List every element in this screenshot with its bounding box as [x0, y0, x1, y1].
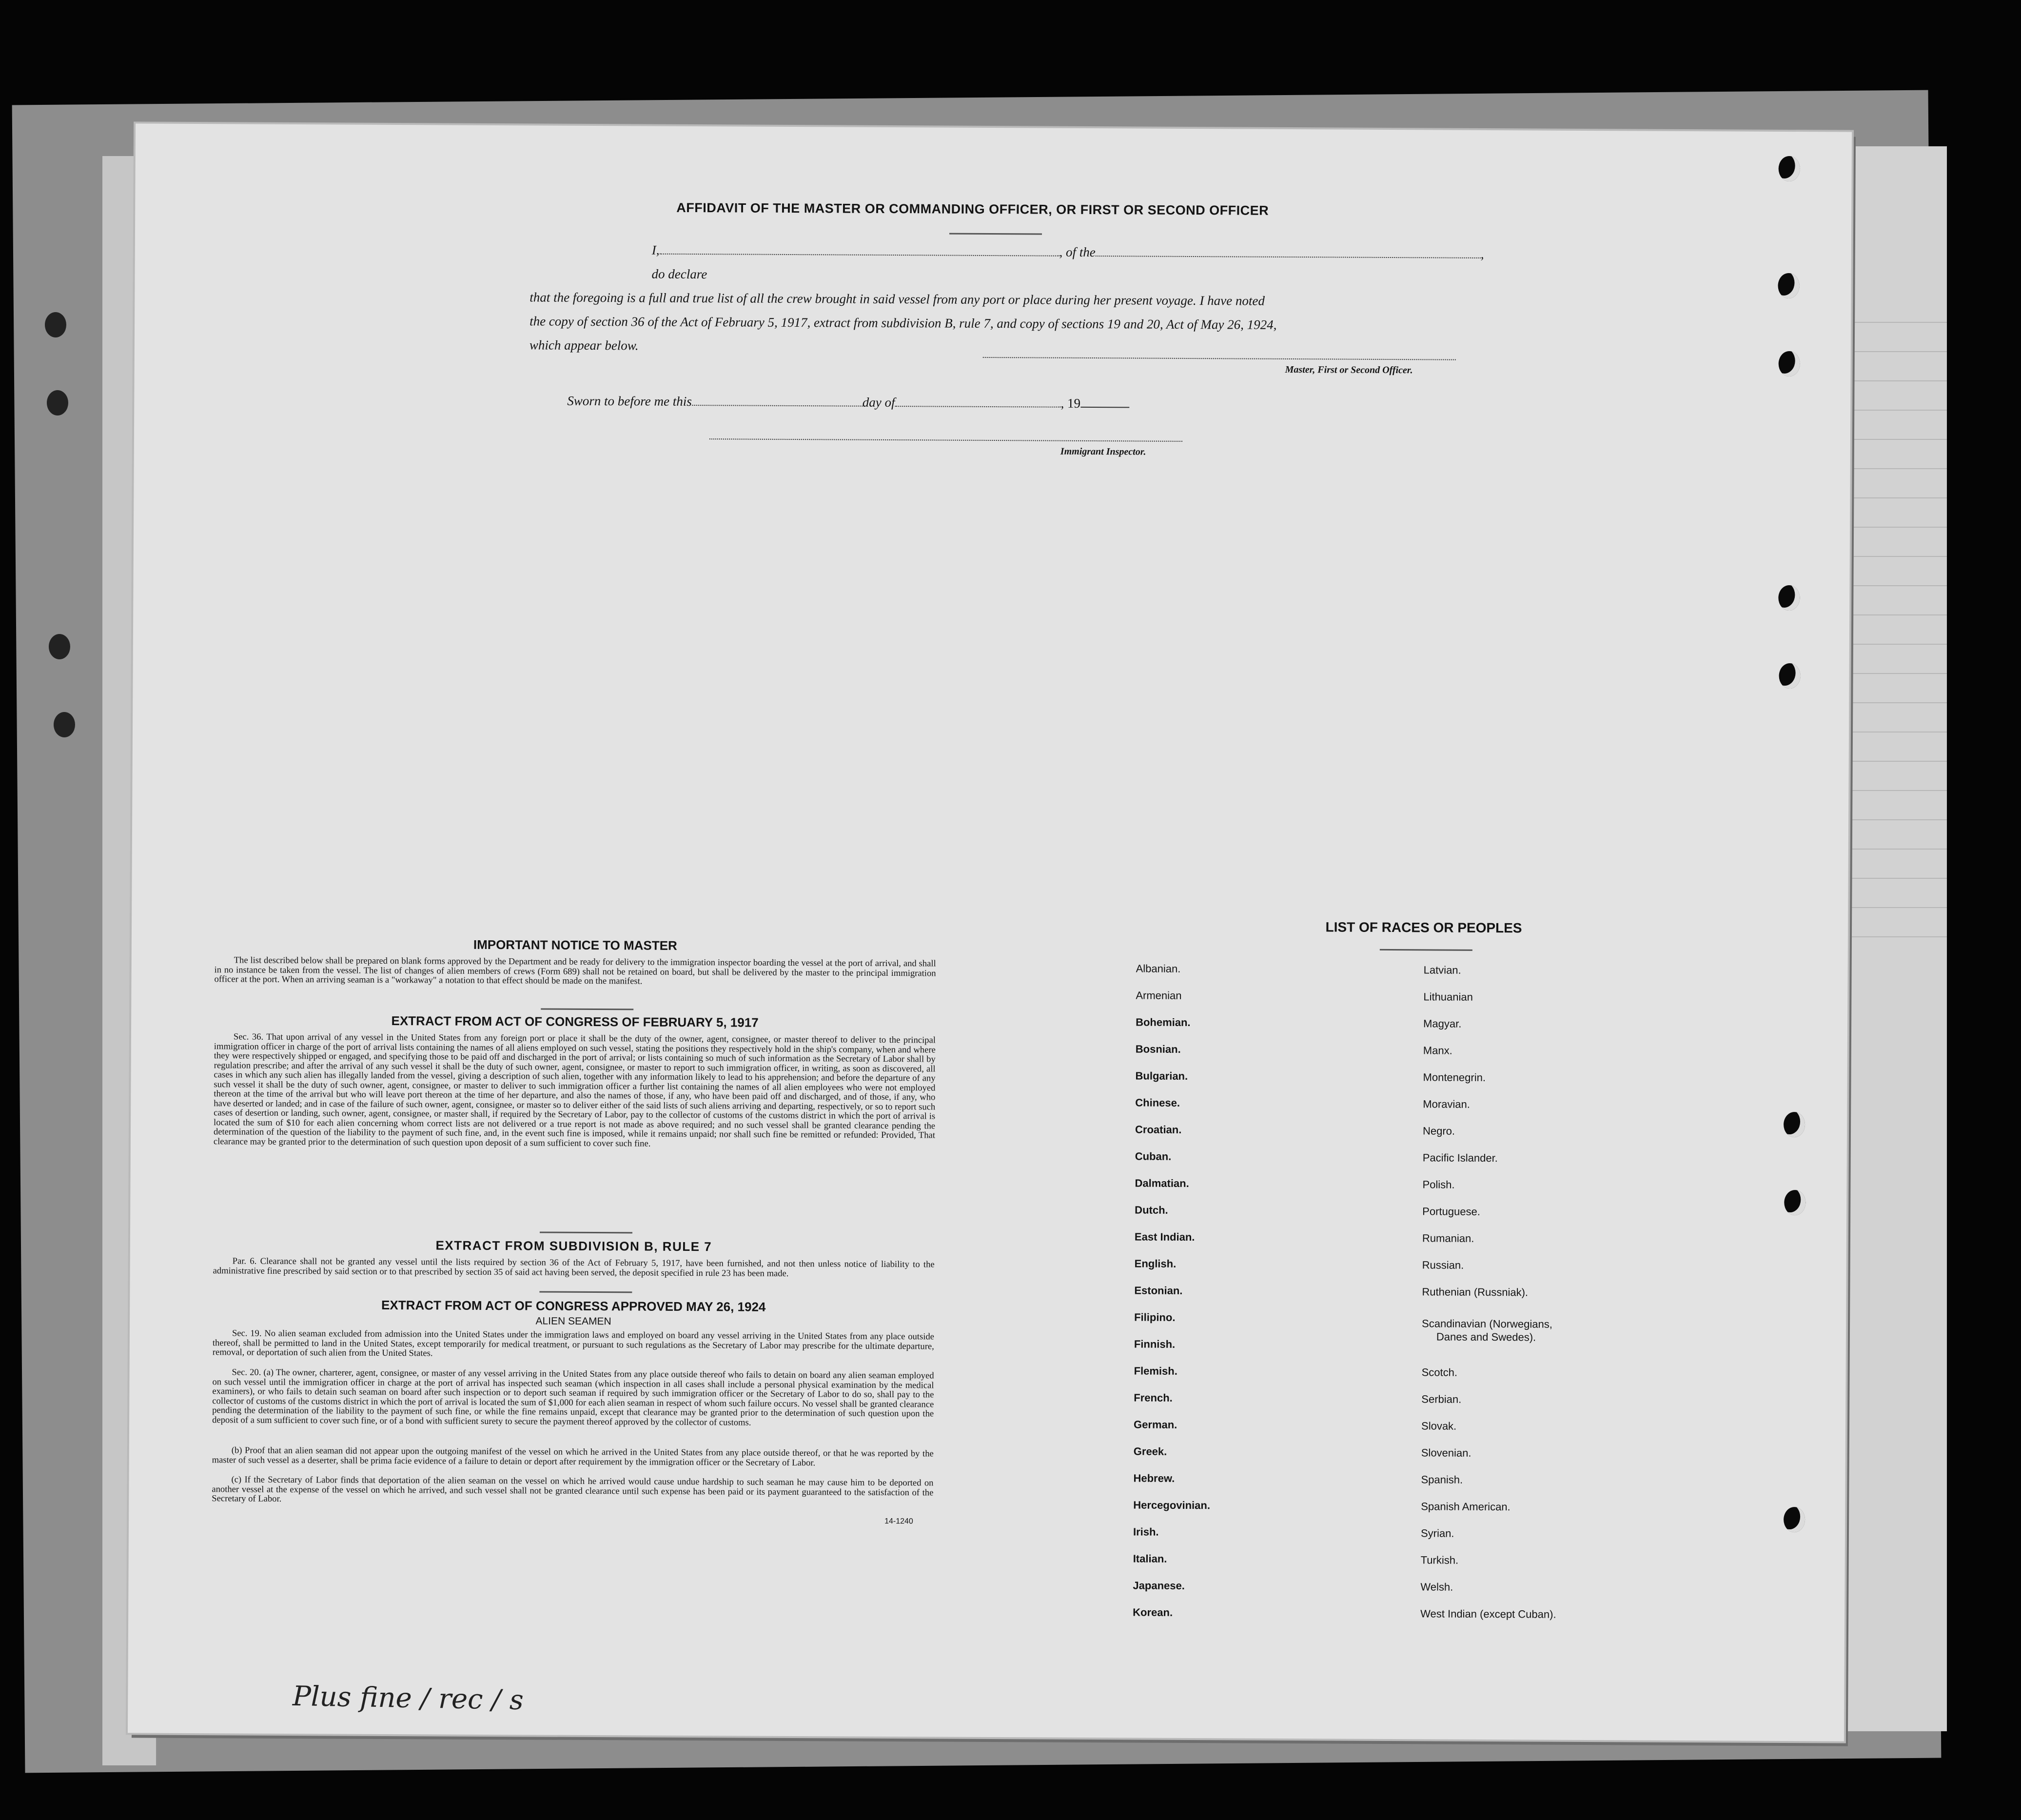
race-item: Greek. [1133, 1445, 1167, 1458]
race-item: Bulgarian. [1135, 1069, 1188, 1082]
binder-hole [1784, 1112, 1805, 1137]
race-item: Slovenian. [1421, 1446, 1472, 1459]
binder-hole [54, 712, 75, 737]
race-item: Irish. [1133, 1525, 1159, 1538]
binder-hole [1778, 273, 1799, 298]
extract-1917-text: Sec. 36. That upon arrival of any vessel in the United States from any foreign port or place it shall be the duty of the owner, agent, consignee, or master thereof to deliver to the principal immigration officer in charge of the port of arrival lists containing the names of all aliens employed on such vessel, stating the positions they respectively hold in the ship's company, when and where they were respectively shipped or engaged, and specifying those to be paid off and discharged in the port of arrival; or lists containing so much of such information as the Secretary of Labor shall by regulation prescribe; and after the arrival of any such vessel it shall be the duty of such owner, agent, consignee, or master to report to such immigration officer, in writing, as soon as discovered, all cases in which any such alien has illegally landed from the vessel, giving a description of such alien, together with any information likely to lead to his apprehension; and before the departure of any such vessel it shall be the duty of such owner, agent, consignee, or master to deliver to such immigration officer a further list containing the names of all alien employees who were not employed thereon at the time of the arrival but who will leave port thereon at the time of her departure, and also the names of those, if any, who have been paid off and discharged, and of those, if any, who have deserted or landed; and in case of the failure of such owner, agent, consignee, or master so to deliver either of the said lists of such aliens arriving and departing, respectively, or so to report such cases of desertion or landing, such owner, agent, consignee, or master shall, if required by the Secretary of Labor, pay to the collector of customs of the customs district in which the port of arrival is located the sum of $10 for each alien concerning whom correct lists are not delivered or a true report is not made as above required; and no such vessel shall be granted clearance pending the determination of the question of the liability to the payment of such fine, and, in the event such fine is imposed, while it remains unpaid; nor shall such fine be remitted or refunded: Provided, That clearance may be granted prior to the determination of such question upon deposit of a sum sufficient to cover such fine. [213, 1031, 936, 1149]
affidavit-declaration [520, 237, 1495, 362]
race-item: Welsh. [1420, 1581, 1453, 1593]
race-item: Slovak. [1421, 1420, 1457, 1432]
race-item: Latvian. [1423, 964, 1461, 976]
sworn-year-field[interactable] [1080, 403, 1129, 408]
race-item: Syrian. [1420, 1527, 1454, 1540]
inspector-signature-field[interactable] [709, 438, 1182, 442]
race-item: Scandinavian (Norwegians, [1422, 1317, 1552, 1330]
race-item: Danes and Swedes). [1436, 1330, 1536, 1344]
race-item: Filipino. [1134, 1311, 1176, 1324]
officer-name-field[interactable] [660, 250, 1060, 257]
race-item: Moravian. [1423, 1098, 1470, 1110]
race-item: Hebrew. [1133, 1472, 1175, 1484]
divider [539, 1291, 632, 1293]
race-item: Dalmatian. [1135, 1177, 1189, 1190]
form-number: 14-1240 [884, 1517, 913, 1526]
sworn-month-field[interactable] [895, 402, 1061, 408]
binder-hole [1784, 1507, 1805, 1532]
race-item: Turkish. [1420, 1554, 1459, 1566]
binder-hole [1779, 156, 1800, 181]
race-item: Hercegovinian. [1133, 1499, 1211, 1512]
binder-hole [1784, 1190, 1805, 1215]
race-item: German. [1134, 1418, 1177, 1431]
race-item: Bohemian. [1136, 1016, 1191, 1029]
notice-text: The list described below shall be prepared on blank forms approved by the Department and be ready for delivery to the immigration inspector boarding the vessel at the port of arrival, and shall in no instance be taken from the vessel. The list of changes of alien members of crews (Form 689) shall not be retained on board, but shall be delivered by the master to the principal immigration officer at the port. When an arriving seaman is a "workaway" a notation to that effect should be made on the manifest. [214, 955, 936, 987]
extract-1924-sec20b: (b) Proof that an alien seaman did not appear upon the outgoing manifest of the vessel on which he arrived in the United States from any place outside thereof, or that he was reported by the master of such vessel as a deserter, shall be prima facie evidence of a failure to detain or deport after requirement by the immigration officer or the Secretary of Labor. [212, 1445, 934, 1468]
race-item: Italian. [1133, 1552, 1167, 1565]
race-item: West Indian (except Cuban). [1420, 1607, 1556, 1621]
extract-1924-sec20c: (c) If the Secretary of Labor finds that deportation of the alien seaman on the vessel on which he arrived would cause undue hardship to such seaman he may cause him to be deported on another vessel at the expense of the vessel on which he arrived, and such vessel shall not be granted clearance until such expense has been paid or its payment guaranteed to the satisfaction of the Secretary of Labor. [212, 1474, 934, 1504]
race-item: Cuban. [1135, 1150, 1172, 1163]
race-item: Polish. [1422, 1178, 1455, 1191]
divider [949, 233, 1042, 235]
race-item: Chinese. [1135, 1096, 1180, 1109]
race-item: Manx. [1423, 1044, 1452, 1057]
race-item: Magyar. [1423, 1017, 1462, 1030]
race-item: Korean. [1133, 1606, 1173, 1619]
binder-hole [47, 390, 68, 415]
divider [541, 1009, 633, 1010]
bottom-handwriting: Plus fine / rec / s [292, 1680, 524, 1717]
race-item: East Indian. [1134, 1230, 1195, 1244]
race-item: English. [1134, 1257, 1177, 1270]
race-item: Ruthenian (Russniak). [1422, 1286, 1529, 1299]
races-title: LIST OF RACES OR PEOPLES [1325, 919, 1522, 936]
binder-hole [1779, 351, 1800, 376]
race-item: French. [1134, 1391, 1173, 1404]
affidavit-of-the-label: , of the [1059, 244, 1096, 260]
race-item: Estonian. [1134, 1284, 1183, 1297]
binder-hole [1779, 663, 1800, 689]
extract-1924-sec20a: Sec. 20. (a) The owner, charterer, agent, consignee, or master of any vessel arriving in the United States from any place outside thereof who fails to detain on board any alien seaman employed on such vessel until the immigration officer in charge at the port of arrival has inspected such seaman (which inspection in all cases shall include a personal physical examination by the medical examiners), or who fails to detain such seaman on board after such inspection or to deport such seaman if required by such immigration officer or the Secretary of Labor to do so, shall pay to the collector of customs of the customs district in which the port of arrival is located the sum of $1,000 for each alien seaman in respect of whom such failure occurs. No vessel shall be granted clearance pending the determination of the liability to the payment of such fine, or while the fine remains unpaid, except that clearance may be granted prior to the determination of such question upon the deposit of a sum sufficient to cover such fine, or of a bond with sufficient surety to secure the payment thereof approved by the collector of customs. [212, 1367, 934, 1428]
sworn-line [567, 389, 1129, 416]
affidavit-title: AFFIDAVIT OF THE MASTER OR COMMANDING OFFICER, OR FIRST OR SECOND OFFICER [676, 200, 1269, 218]
notice-title: IMPORTANT NOTICE TO MASTER [473, 937, 677, 953]
affidavit-i-label: I, [651, 242, 660, 257]
alien-seamen-subtitle: ALIEN SEAMEN [535, 1315, 611, 1327]
race-item: Portuguese. [1422, 1205, 1480, 1218]
binder-hole [49, 634, 70, 659]
divider [540, 1231, 632, 1233]
extract-1924-sec19: Sec. 19. No alien seaman excluded from admission into the United States under the immigration laws and employed on board any vessel arriving in the United States from any place outside thereof, shall be permitted to land in the United States, except temporarily for medical treatment, or pursuant to such regulations as the Secretary of Labor may prescribe for the ultimate departure, removal, or deportation of such alien from the United States. [212, 1328, 934, 1359]
affidavit-text-a: that the foregoing is a full and true list of all the crew brought in said vessel from any port or place during her present voyage. I have noted [530, 290, 1265, 308]
race-item: Flemish. [1134, 1365, 1177, 1377]
affidavit-text-b: the copy of section 36 of the Act of February 5, 1917, extract from subdivision B, rule 7, and copy of sections 19 and 20, Act of May 26, 1924, [530, 314, 1277, 332]
day-of-label: day of [862, 395, 895, 410]
race-item: Lithuanian [1423, 990, 1473, 1003]
divider [1380, 949, 1472, 951]
master-caption: Master, First or Second Officer. [1285, 364, 1413, 376]
race-item: Armenian [1136, 989, 1182, 1002]
extract-1924-title: EXTRACT FROM ACT OF CONGRESS APPROVED MAY 26, 1924 [381, 1297, 766, 1314]
extract-rule7-text: Par. 6. Clearance shall not be granted any vessel until the lists required by section 36 of the Act of February 5, 1917, have been furnished, and not then unless notice of liability to the administrative fine prescribed by said section or to that prescribed by section 35 of said act having been served, the deposit specified in rule 23 has been made. [213, 1256, 935, 1279]
race-item: Montenegrin. [1423, 1071, 1486, 1084]
race-item: Pacific Islander. [1422, 1151, 1498, 1165]
race-item: Spanish. [1421, 1473, 1463, 1486]
race-item: Negro. [1422, 1125, 1455, 1137]
race-item: Rumanian. [1422, 1232, 1474, 1245]
year-prefix: , 19 [1060, 396, 1081, 411]
binder-hole [45, 312, 66, 337]
binder-hole [1778, 585, 1800, 611]
race-item: Spanish American. [1421, 1500, 1511, 1513]
race-item: Albanian. [1136, 962, 1181, 975]
race-item: Croatian. [1135, 1123, 1182, 1136]
sworn-label: Sworn to before me this [567, 393, 692, 409]
vessel-name-field[interactable] [1096, 252, 1481, 258]
extract-1917-title: EXTRACT FROM ACT OF CONGRESS OF FEBRUARY 5, 1917 [391, 1013, 759, 1030]
affidavit-declare-label: , do declare [651, 246, 1484, 282]
race-item: Finnish. [1134, 1338, 1176, 1350]
race-item: Scotch. [1421, 1366, 1458, 1379]
race-item: Dutch. [1135, 1204, 1168, 1216]
race-item: Bosnian. [1135, 1043, 1181, 1055]
race-item: Japanese. [1133, 1579, 1185, 1592]
sworn-day-field[interactable] [692, 401, 863, 407]
inspector-caption: Immigrant Inspector. [1060, 446, 1146, 457]
race-item: Russian. [1422, 1259, 1464, 1271]
race-item: Serbian. [1421, 1393, 1462, 1405]
manifest-page [128, 123, 1852, 1741]
affidavit-text-c: which appear below. [529, 337, 639, 353]
extract-rule7-title: EXTRACT FROM SUBDIVISION B, RULE 7 [435, 1238, 712, 1254]
